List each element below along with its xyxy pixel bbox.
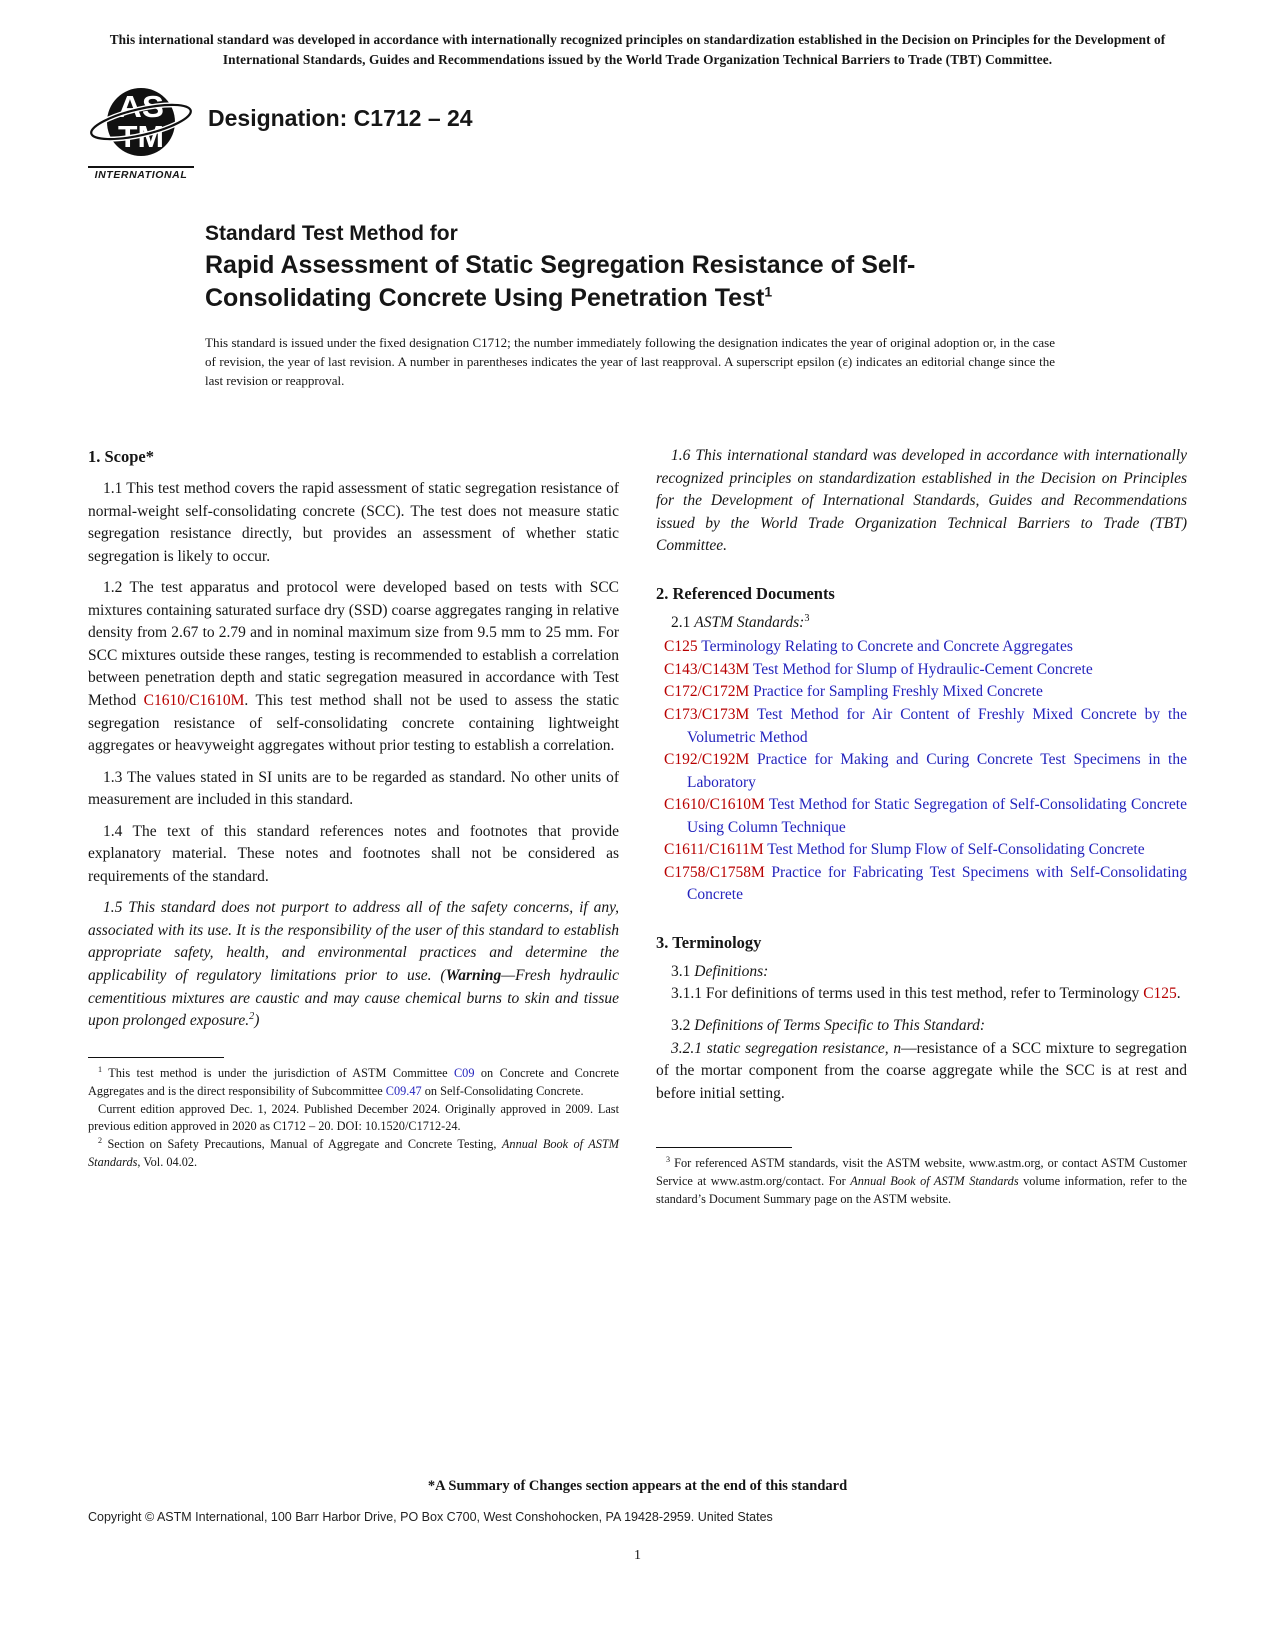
footnote-2-book-title: Annual Book of ASTM Standards <box>88 1137 619 1170</box>
wto-disclaimer: This international standard was developed in accordance with internationally recognized principles on standardization established in the Decision on Principles for the Development of International Standards, Guides and Recommendations issued by the World Trade Organization Technical Barriers to Trade (TBT) Committee. <box>109 32 1166 67</box>
astm-logo <box>88 84 194 181</box>
footnote-3-marker: 3 <box>666 1155 671 1165</box>
terminology-link-c125[interactable]: C125 <box>1143 985 1177 1003</box>
section-heading-terminology: 3. Terminology <box>656 932 762 952</box>
left-footnotes <box>88 1057 619 1173</box>
footnote-ref-3: 3 <box>804 612 810 624</box>
paragraph-1-5-text-a: 1.5 This standard does not purport to address all of the safety concerns, if any, associated with its use. It is the responsibility of the user of this standard to establish appropriate safety, health, and environmental practices and determine the applicability of regulatory limitations prior to use. ( <box>88 899 619 984</box>
paragraph-1-5-text-c: ) <box>254 1012 260 1030</box>
ref-title-link[interactable]: Test Method for Air Content of Freshly Mixed Concrete by the Volumetric Method <box>687 705 1187 746</box>
reference-item <box>656 704 1187 749</box>
ref-code-link[interactable]: C173/C173M <box>664 705 750 723</box>
document-title-text: Rapid Assessment of Static Segregation Resistance of Self-Consolidating Concrete Using Penetration Test <box>205 251 916 312</box>
paragraph-1-2-text-b: . This test method shall not be used to assess the static segregation resistance of self-consolidating concrete containing lightweight aggregates or heavyweight aggregates without prior testing to establish a correlation. <box>88 691 620 755</box>
section-heading-referenced-documents: 2. Referenced Documents <box>656 583 835 603</box>
footnote-edition: Current edition approved Dec. 1, 2024. Published December 2024. Originally approved in 2009. Last previous edition approved in 2020 as C1712 – 20. DOI: 10.1520/C1712-24. <box>88 1101 619 1134</box>
title-footnote-ref: 1 <box>764 283 773 300</box>
paragraph-1-2-text-a: 1.2 The test apparatus and protocol were developed based on tests with SCC mixtures containing saturated surface dry (SSD) coarse aggregates ranging in relative density from 2.67 to 2.79 and in nominal maximum size from 9.5 mm to 25 mm. For SCC mixtures outside these ranges, testing is recommended to establish a correlation between penetration depth and static segregation measured in accordance with Test Method <box>88 579 619 709</box>
page-footer <box>88 1478 1187 1564</box>
footnote-ref-2: 2 <box>249 1010 255 1022</box>
footnote-2-marker: 2 <box>98 1136 103 1146</box>
designation-text: Designation: C1712 – 24 <box>208 104 473 131</box>
reference-item <box>656 749 1187 794</box>
ref-code-link[interactable]: C1611/C1611M <box>664 841 764 859</box>
std-link-c1610[interactable]: C1610/C1610M <box>143 691 245 709</box>
footnote-3 <box>656 1155 1187 1209</box>
right-column <box>656 441 1187 1209</box>
reference-list <box>656 636 1187 907</box>
footnote-rule <box>656 1147 792 1148</box>
subcommittee-link-c0947[interactable]: C09.47 <box>385 1083 422 1098</box>
reference-item <box>656 636 1187 659</box>
paragraph-3-1-1 <box>656 983 1187 1006</box>
issuance-note: This standard is issued under the fixed designation C1712; the number immediately following the designation indicates the year of original adoption or, in the case of revision, the year of last revision. A number in parentheses indicates the year of last reapproval. A superscript epsilon (ε) indicates an editorial change since the last revision or reapproval. <box>205 335 1055 389</box>
paragraph-3-1 <box>656 961 1187 984</box>
title-kicker: Standard Test Method for <box>205 221 458 245</box>
astm-globe-icon <box>88 84 194 160</box>
ref-title-link[interactable]: Terminology Relating to Concrete and Concrete Aggregates <box>701 638 1073 656</box>
footnote-2-text-b: , Vol. 04.02. <box>137 1155 198 1170</box>
paragraph-1-5 <box>88 897 619 1032</box>
right-footnotes <box>656 1147 1187 1209</box>
paragraph-1-2 <box>88 577 619 757</box>
left-column <box>88 441 619 1209</box>
reference-item <box>656 659 1187 682</box>
paragraph-2-1 <box>656 612 1187 635</box>
warning-label: Warning <box>445 966 502 984</box>
summary-of-changes-note: *A Summary of Changes section appears at the end of this standard <box>427 1478 848 1494</box>
reference-item <box>656 681 1187 704</box>
body-columns <box>88 441 1187 1209</box>
footnote-1-marker: 1 <box>98 1064 103 1074</box>
specific-terms-label: Definitions of Terms Specific to This Standard: <box>694 1016 986 1034</box>
ref-title-link[interactable]: Test Method for Slump of Hydraulic-Cement Concrete <box>752 660 1093 678</box>
paragraph-3-2-1 <box>656 1038 1187 1106</box>
footnote-3-text-b: volume information, refer to the standard’s Document Summary page on the ASTM website. <box>656 1174 1187 1207</box>
ref-code-link[interactable]: C125 <box>664 638 698 656</box>
footnote-1-text-a: This test method is under the jurisdiction of ASTM Committee <box>102 1065 454 1080</box>
paragraph-1-4: 1.4 The text of this standard references notes and footnotes that provide explanatory material. These notes and footnotes shall not be considered as requirements of the standard. <box>88 822 619 885</box>
footnote-3-text-a: For referenced ASTM standards, visit the ASTM website, www.astm.org, or contact ASTM Customer Service at www.astm.org/contact. For <box>656 1156 1187 1189</box>
logo-international-label: INTERNATIONAL <box>88 166 194 181</box>
reference-item <box>656 794 1187 839</box>
ref-code-link[interactable]: C143/C143M <box>664 660 750 678</box>
paragraph-3-2-1-text: —resistance of a SCC mixture to segregation of the mortar component from the coarse aggregate while the SCC is at rest and before initial setting. <box>656 1039 1187 1102</box>
reference-item <box>656 839 1187 862</box>
logo-letters-bottom: TM <box>118 118 164 154</box>
brand-row <box>88 84 1187 181</box>
ref-code-link[interactable]: C172/C172M <box>664 683 750 701</box>
footnote-2 <box>88 1136 619 1172</box>
ref-code-link[interactable]: C192/C192M <box>664 751 750 769</box>
footnote-rule <box>88 1057 224 1058</box>
paragraph-2-1-number: 2.1 <box>671 613 695 631</box>
paragraph-3-2-number: 3.2 <box>671 1016 695 1034</box>
footnote-2-text-a: Section on Safety Precautions, Manual of Aggregate and Concrete Testing, <box>102 1137 502 1152</box>
definitions-label: Definitions: <box>694 962 769 980</box>
copyright-line: Copyright © ASTM International, 100 Barr Harbor Drive, PO Box C700, West Conshohocken, PA 19428-2959. United States <box>88 1510 773 1524</box>
astm-standards-label: ASTM Standards: <box>694 613 805 631</box>
paragraph-3-2 <box>656 1015 1187 1038</box>
paragraph-1-6: 1.6 This international standard was developed in accordance with internationally recognized principles on standardization established in the Decision on Principles for the Development of International Standards, Guides and Recommendations issued by the World Trade Organization Technical Barriers to Trade (TBT) Committee. <box>656 447 1187 555</box>
footnote-1-text-c: on Self-Consolidating Concrete. <box>421 1083 584 1098</box>
paragraph-1-3: 1.3 The values stated in SI units are to be regarded as standard. No other units of measurement are included in this standard. <box>88 768 619 809</box>
paragraph-3-1-number: 3.1 <box>671 962 695 980</box>
committee-link-c09[interactable]: C09 <box>453 1065 475 1080</box>
paragraph-1-5-text-b: —Fresh hydraulic cementitious mixtures are caustic and may cause chemical burns to skin and tissue upon prolonged exposure. <box>88 966 619 1030</box>
ref-code-link[interactable]: C1758/C1758M <box>664 863 765 881</box>
footnote-1-text-b: on Concrete and Concrete Aggregates and is the direct responsibility of Subcommittee <box>88 1065 619 1098</box>
footnote-1 <box>88 1065 619 1101</box>
footnote-3-book-title: Annual Book of ASTM Standards <box>850 1174 1019 1189</box>
paragraph-3-1-1-text-a: 3.1.1 For definitions of terms used in this test method, refer to Terminology <box>671 985 1144 1003</box>
ref-title-link[interactable]: Test Method for Static Segregation of Self-Consolidating Concrete Using Column Technique <box>687 796 1187 836</box>
ref-code-link[interactable]: C1610/C1610M <box>664 796 765 814</box>
title-block <box>205 221 1187 314</box>
ref-title-link[interactable]: Practice for Making and Curing Concrete Test Specimens in the Laboratory <box>687 751 1187 791</box>
ref-title-link[interactable]: Practice for Sampling Freshly Mixed Concrete <box>753 683 1043 701</box>
reference-item <box>656 862 1187 907</box>
defined-term: 3.2.1 static segregation resistance, n <box>671 1039 902 1057</box>
section-heading-scope: 1. Scope* <box>88 447 154 467</box>
document-title <box>205 249 1050 314</box>
paragraph-3-1-1-text-b: . <box>1176 985 1181 1003</box>
logo-letters-top: AS <box>118 88 164 124</box>
paragraph-1-1: 1.1 This test method covers the rapid assessment of static segregation resistance of normal-weight self-consolidating concrete (SCC). The test does not measure static segregation resistance directly, but provides an assessment of whether static segregation is likely to occur. <box>88 480 619 565</box>
page-number: 1 <box>634 1548 641 1563</box>
ref-title-link[interactable]: Practice for Fabricating Test Specimens with Self-Consolidating Concrete <box>687 863 1188 904</box>
ref-title-link[interactable]: Test Method for Slump Flow of Self-Consolidating Concrete <box>767 841 1145 859</box>
